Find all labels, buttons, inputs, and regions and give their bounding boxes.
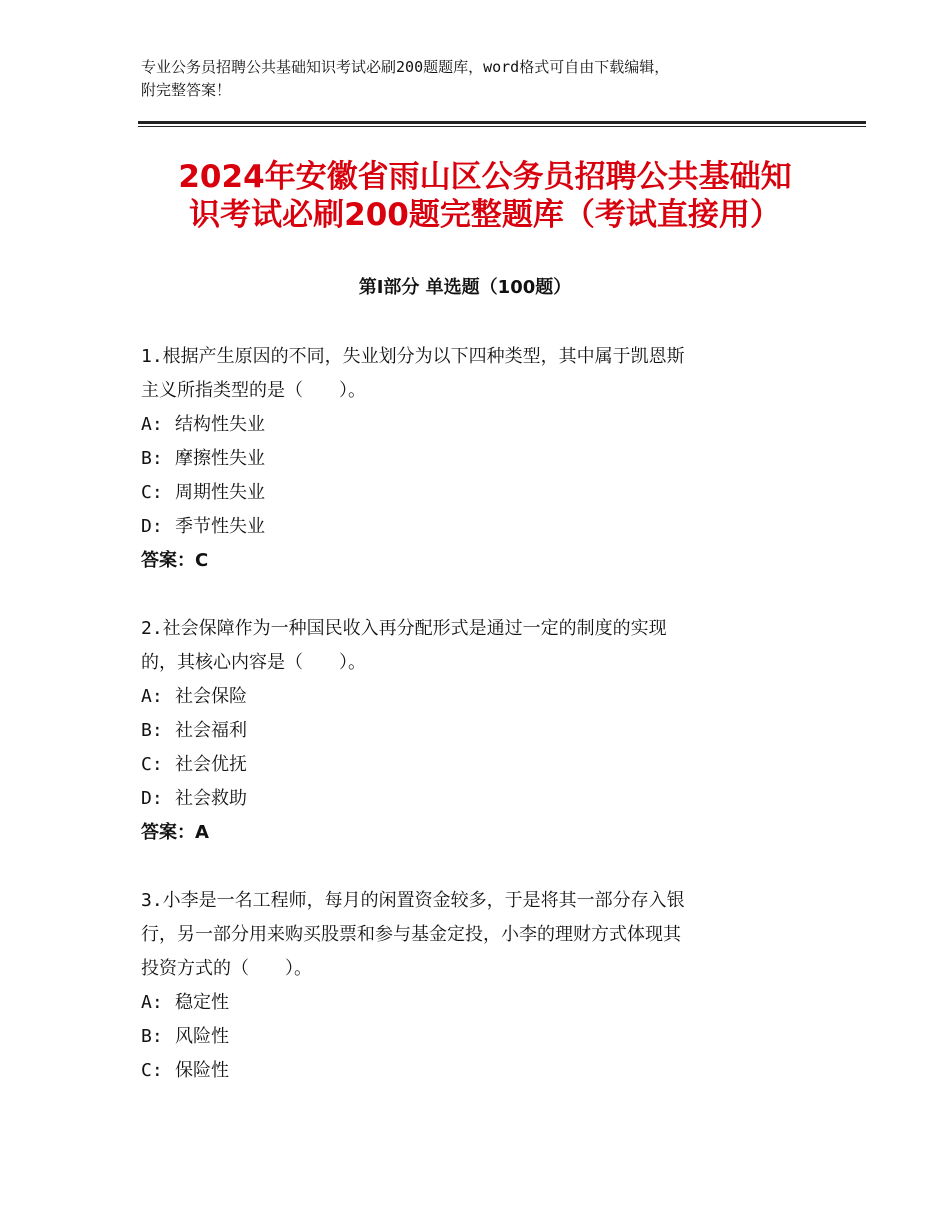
question-2-option-c: [141, 748, 801, 782]
option-key: B:: [141, 448, 163, 469]
header-note: [141, 56, 821, 102]
document-title-line-1: 2024年安徽省雨山区公务员招聘公共基础知: [178, 159, 792, 195]
question-1-option-b: [141, 442, 801, 476]
option-text: 结构性失业: [175, 414, 265, 435]
question-2-option-b: [141, 714, 801, 748]
option-key: C:: [141, 482, 163, 503]
option-key: A:: [141, 414, 163, 435]
question-3: [141, 884, 801, 1088]
header-note-line-1: 专业公务员招聘公共基础知识考试必刷200题题库，word格式可自由下载编辑，: [141, 58, 670, 76]
question-1: [141, 340, 801, 578]
document-title-line-2: 识考试必刷200题完整题库（考试直接用）: [189, 197, 781, 233]
option-key: B:: [141, 720, 163, 741]
question-1-option-c: [141, 476, 801, 510]
option-key: D:: [141, 788, 163, 809]
header-note-line-2: 附完整答案！: [141, 81, 232, 99]
document-title: [140, 158, 830, 234]
option-key: C:: [141, 754, 163, 775]
option-text: 社会保险: [175, 686, 247, 707]
option-text: 风险性: [175, 1026, 229, 1047]
option-text: 季节性失业: [175, 516, 265, 537]
question-2: [141, 612, 801, 850]
question-1-option-d: [141, 510, 801, 544]
option-text: 稳定性: [175, 992, 229, 1013]
question-1-stem-line-2: 主义所指类型的是（ ）。: [141, 380, 366, 401]
section-heading: 第Ⅰ部分 单选题（100题）: [358, 277, 572, 298]
question-list: [141, 340, 801, 1122]
question-2-answer: 答案：A: [141, 822, 209, 843]
question-1-stem-line-1: 1.根据产生原因的不同，失业划分为以下四种类型，其中属于凯恩斯: [141, 346, 685, 367]
question-3-stem-line-3: 投资方式的（ ）。: [141, 958, 312, 979]
question-3-stem-line-2: 行，另一部分用来购买股票和参与基金定投，小李的理财方式体现其: [141, 924, 681, 945]
question-2-option-d: [141, 782, 801, 816]
question-2-option-a: [141, 680, 801, 714]
question-2-stem-line-2: 的，其核心内容是（ ）。: [141, 652, 366, 673]
option-key: C:: [141, 1060, 163, 1081]
question-3-option-c: [141, 1054, 801, 1088]
option-text: 保险性: [175, 1060, 229, 1081]
question-3-stem-line-1: 3.小李是一名工程师，每月的闲置资金较多，于是将其一部分存入银: [141, 890, 685, 911]
question-3-option-a: [141, 986, 801, 1020]
header-rule-thick: [138, 121, 866, 124]
option-text: 社会福利: [175, 720, 247, 741]
question-2-stem-line-1: 2.社会保障作为一种国民收入再分配形式是通过一定的制度的实现: [141, 618, 667, 639]
option-text: 周期性失业: [175, 482, 265, 503]
header-rule-thin: [138, 126, 866, 127]
option-key: A:: [141, 686, 163, 707]
option-key: A:: [141, 992, 163, 1013]
option-key: B:: [141, 1026, 163, 1047]
question-1-option-a: [141, 408, 801, 442]
question-3-option-b: [141, 1020, 801, 1054]
question-1-answer: 答案：C: [141, 550, 209, 571]
option-text: 摩擦性失业: [175, 448, 265, 469]
option-text: 社会优抚: [175, 754, 247, 775]
option-text: 社会救助: [175, 788, 247, 809]
option-key: D:: [141, 516, 163, 537]
